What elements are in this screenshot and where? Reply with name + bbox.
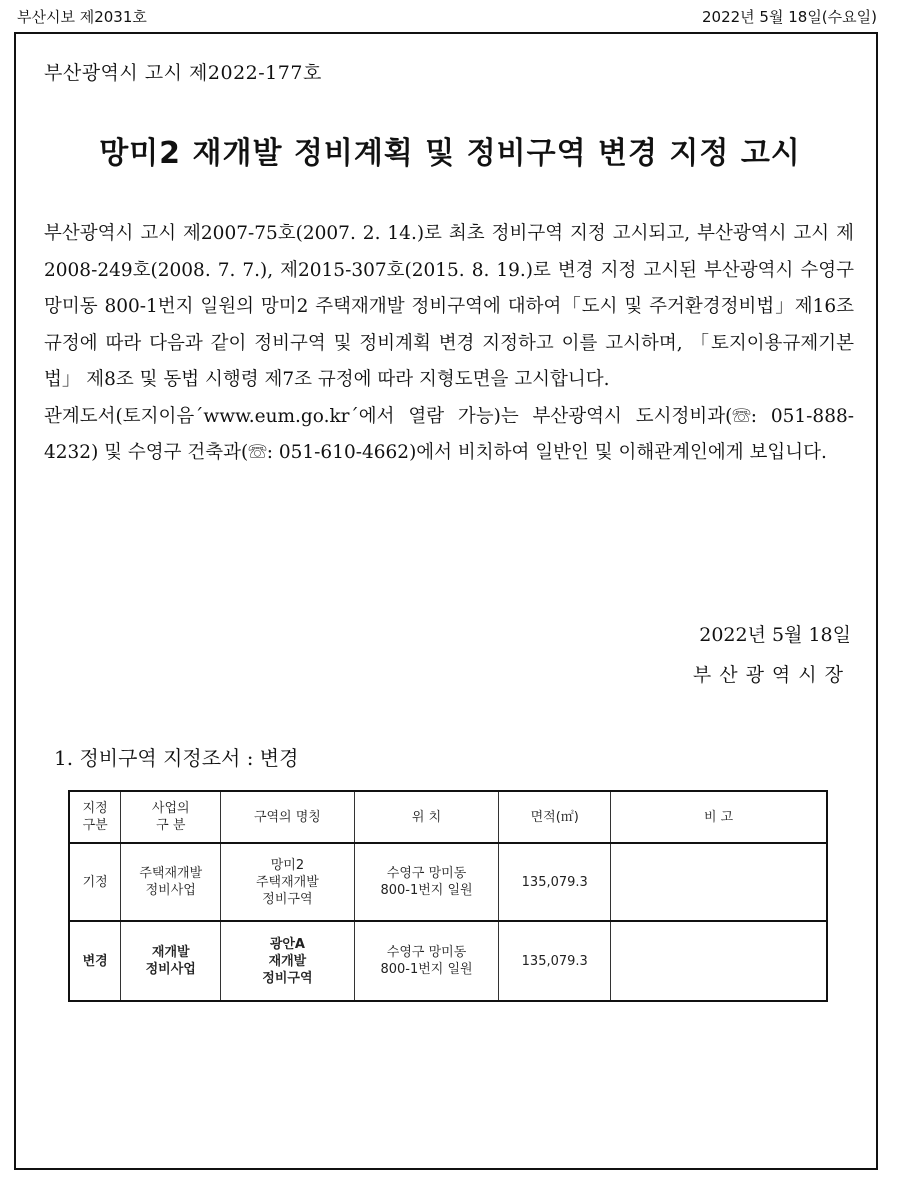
notice-signer: 부산광역시장 <box>692 664 851 686</box>
table-row <box>69 921 827 1001</box>
table-cell: 수영구 망미동 800-1번지 일원 <box>354 921 499 1001</box>
table-cell <box>611 921 827 1001</box>
table-cell: 135,079.3 <box>499 843 611 921</box>
section-heading: 1. 정비구역 지정조서 : 변경 <box>54 746 299 770</box>
publication-number: 부산시보 제2031호 <box>17 8 147 26</box>
table-row <box>69 843 827 921</box>
table-header-cell: 위 치 <box>354 791 499 843</box>
notice-date: 2022년 5월 18일 <box>699 624 851 646</box>
notice-paragraph-1: 부산광역시 고시 제2007-75호(2007. 2. 14.)로 최초 정비구역 지정 고시되고, 부산광역시 고시 제2008-249호(2008. 7. 7.), 제2015-307호(2015. 8. 19.)로 변경 지정 고시된 부산광역시 수영구 망미동 800-1번지 일원의 망미2 주택재개발 정비구역에 대하여「도시 및 주거환경정비법」제16조 규정에 따라 다음과 같이 정비구역 및 정비계획 변경 지정하고 이를 고시하며, 「토지이용규제기본법」 제8조 및 동법 시행령 제7조 규정에 따라 지형도면을 고시합니다. <box>44 223 854 390</box>
designation-table <box>68 790 828 1002</box>
table-cell: 수영구 망미동 800-1번지 일원 <box>354 843 499 921</box>
page-header <box>0 0 899 32</box>
table-header-row <box>69 791 827 843</box>
table-header-cell: 사업의 구 분 <box>121 791 221 843</box>
notice-title: 망미2 재개발 정비계획 및 정비구역 변경 지정 고시 <box>99 136 801 171</box>
notice-paragraph-2: 관계도서(토지이음´www.eum.go.kr´에서 열람 가능)는 부산광역시 도시정비과(☏: 051-888-4232) 및 수영구 건축과(☏: 051-610-4662)에서 비치하여 일반인 및 이해관계인에게 보입니다. <box>44 405 854 463</box>
table-cell: 135,079.3 <box>499 921 611 1001</box>
table-cell: 망미2 주택재개발 정비구역 <box>221 843 355 921</box>
table-header-cell: 지정 구분 <box>69 791 121 843</box>
notice-number: 부산광역시 고시 제2022-177호 <box>44 62 322 84</box>
table-header-cell: 면적(㎡) <box>499 791 611 843</box>
table-cell: 광안A 재개발 정비구역 <box>221 921 355 1001</box>
table-cell: 재개발 정비사업 <box>121 921 221 1001</box>
table-cell: 기정 <box>69 843 121 921</box>
notice-body <box>44 216 854 472</box>
issue-date: 2022년 5월 18일(수요일) <box>702 8 877 26</box>
table-cell: 변경 <box>69 921 121 1001</box>
table-header-cell: 비 고 <box>611 791 827 843</box>
table-cell <box>611 843 827 921</box>
table-cell: 주택재개발 정비사업 <box>121 843 221 921</box>
table-header-cell: 구역의 명칭 <box>221 791 355 843</box>
